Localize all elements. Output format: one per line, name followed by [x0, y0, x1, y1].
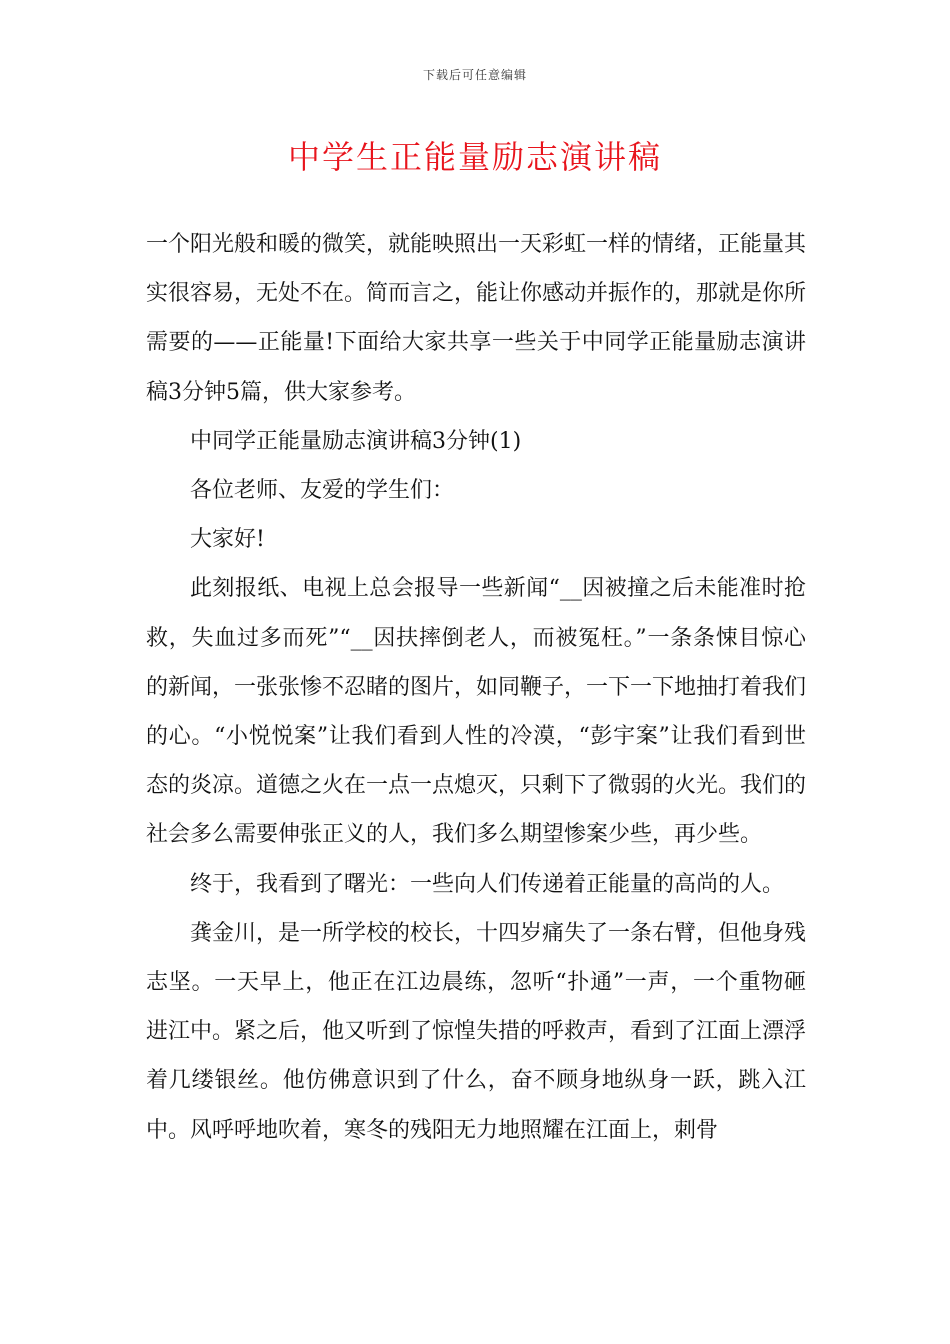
paragraph-greeting: 大家好! — [190, 527, 265, 553]
paragraph-news: 此刻报纸、电视上总会报导一些新闻“__因被撞之后未能准时抢救，失血过多而死”“__因扶摔倒老人，而被冤枉。”一条条悚目惊心的新闻，一张张惨不忍睹的图片，如同鞭子，一下一下地抽打着我们的心。“小悦悦案”让我们看到人性的冷漠，“彭宇案”让我们看到世态的炎凉。道德之火在一点一点熄灭，只剩下了微弱的火光。我们的社会多么需要伸张正义的人，我们多么期望惨案少些，再少些。 — [146, 576, 807, 848]
document-body — [146, 220, 806, 1155]
paragraph-salutation: 各位老师、友爱的学生们： — [190, 478, 455, 504]
paragraph-intro: 一个阳光般和暖的微笑，就能映照出一天彩虹一样的情绪，正能量其实很容易，无处不在。简而言之，能让你感动并振作的，那就是你所需要的——正能量!下面给大家共享一些关于中同学正能量励志演讲稿3分钟5篇，供大家参考。 — [146, 232, 807, 405]
paragraph-dawn: 终于，我看到了曙光：一些向人们传递着正能量的高尚的人。 — [190, 871, 785, 897]
paragraph-section-heading: 中同学正能量励志演讲稿3分钟(1) — [190, 428, 522, 454]
paragraph-story: 龚金川，是一所学校的校长，十四岁痛失了一条右臂，但他身残志坚。一天早上，他正在江边晨练，忽听“扑通”一声，一个重物砸进江中。紧之后，他又听到了惊惶失措的呼救声，看到了江面上漂浮着几缕银丝。他仿佛意识到了什么，奋不顾身地纵身一跃，跳入江中。风呼呼地吹着，寒冬的残阳无力地照耀在江面上，刺骨 — [146, 920, 807, 1143]
document-title: 中学生正能量励志演讲稿 — [287, 138, 662, 176]
header-note: 下载后可任意编辑 — [422, 68, 527, 82]
